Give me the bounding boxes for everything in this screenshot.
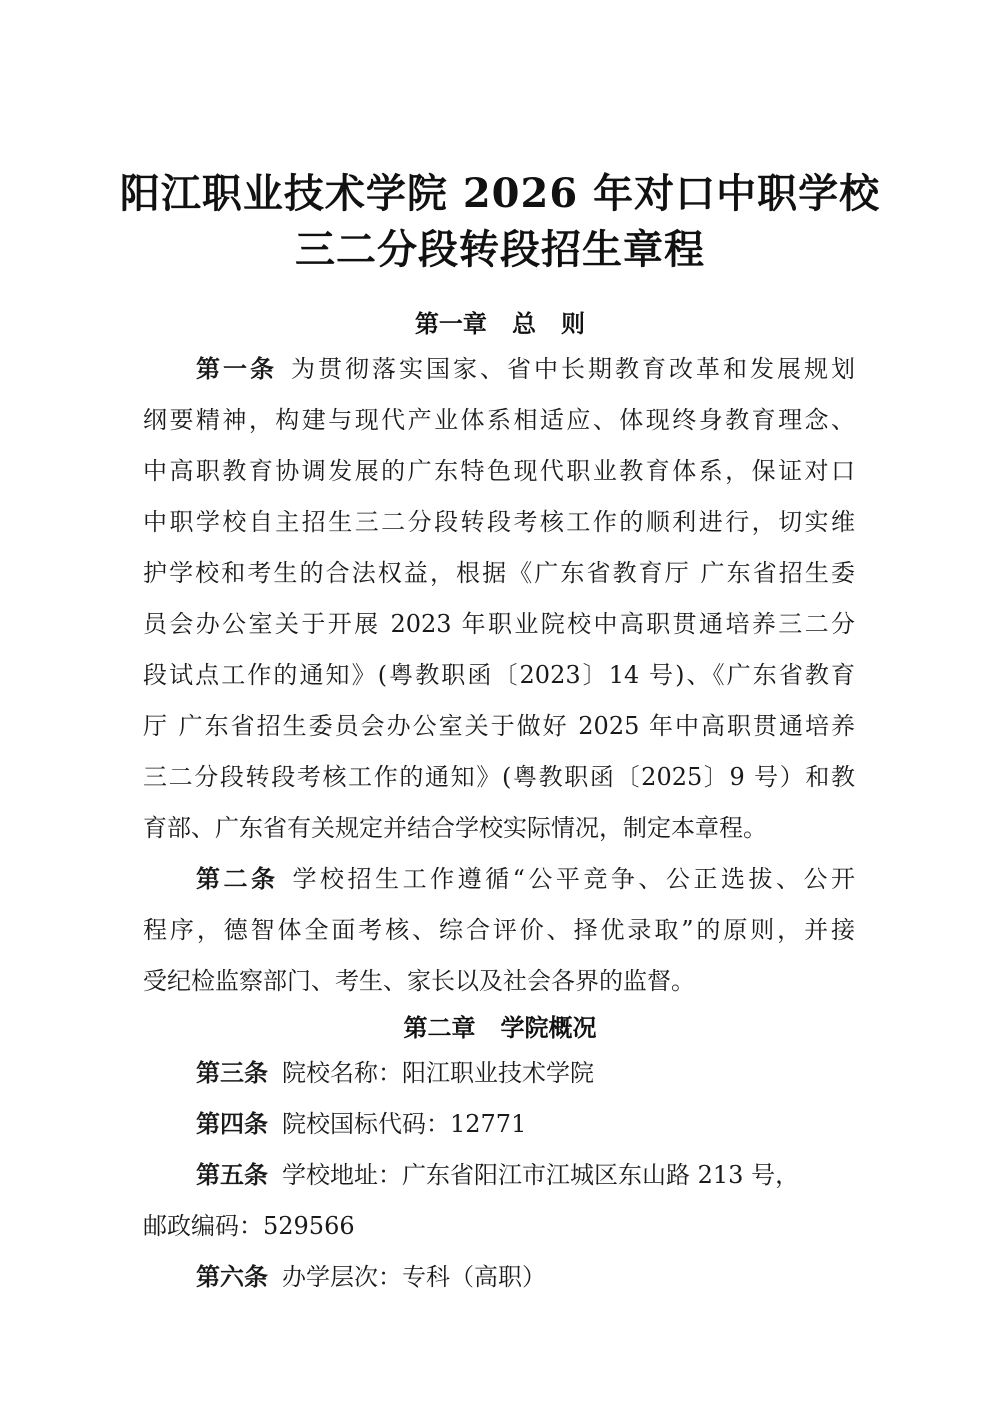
article-1-line-6: 员会办公室关于开展 2023 年职业院校中高职贯通培养三二分 [143,610,855,638]
article-5-line-2: 邮政编码：529566 [143,1212,355,1240]
article-1-label: 第一条 [196,355,277,383]
article-1-text: 为贯彻落实国家、省中长期教育改革和发展规划 [291,355,855,383]
article-4 [196,1104,855,1144]
article-1-line-5: 护学校和考生的合法权益，根据《广东省教育厅 广东省招生委 [143,559,855,587]
article-5-line-1 [196,1155,855,1195]
article-3-label: 第三条 [196,1059,268,1087]
article-1-line-1 [196,349,855,389]
article-1-line-2: 纲要精神，构建与现代产业体系相适应、体现终身教育理念、 [143,406,855,434]
article-2-line-2: 程序，德智体全面考核、综合评价、择优录取”的原则，并接 [143,916,855,944]
article-1-line-3: 中高职教育协调发展的广东特色现代职业教育体系，保证对口 [143,457,855,485]
article-6-text: 办学层次：专科（高职） [282,1263,546,1291]
document-title-line-2: 三二分段转段招生章程 [295,226,705,273]
article-6 [196,1257,855,1297]
article-6-label: 第六条 [196,1263,268,1291]
article-2-label: 第二条 [196,865,279,893]
article-4-text: 院校国标代码：12771 [282,1110,527,1138]
article-1-line-4: 中职学校自主招生三二分段转段考核工作的顺利进行，切实维 [143,508,855,536]
article-3-text: 院校名称：阳江职业技术学院 [282,1059,594,1087]
chapter-1-heading: 第一章 总 则 [414,310,586,338]
article-3 [196,1053,855,1093]
article-2-line-1 [196,859,855,899]
article-5-label: 第五条 [196,1161,268,1189]
document-title-line-1: 阳江职业技术学院 2026 年对口中职学校 [119,170,881,217]
article-5-text: 学校地址：广东省阳江市江城区东山路 213 号， [282,1161,800,1189]
chapter-2-heading: 第二章 学院概况 [403,1014,597,1042]
article-2-text: 学校招生工作遵循“公平竞争、公正选拔、公开 [292,865,855,893]
article-1-line-8: 厅 广东省招生委员会办公室关于做好 2025 年中高职贯通培养 [143,712,855,740]
article-1-line-10: 育部、广东省有关规定并结合学校实际情况，制定本章程。 [143,814,767,842]
article-4-label: 第四条 [196,1110,268,1138]
article-1-line-7: 段试点工作的通知》(粤教职函〔2023〕14 号)、《广东省教育 [143,661,855,689]
article-2-line-3: 受纪检监察部门、考生、家长以及社会各界的监督。 [143,967,695,995]
article-1-line-9: 三二分段转段考核工作的通知》(粤教职函〔2025〕9 号）和教 [143,763,855,791]
